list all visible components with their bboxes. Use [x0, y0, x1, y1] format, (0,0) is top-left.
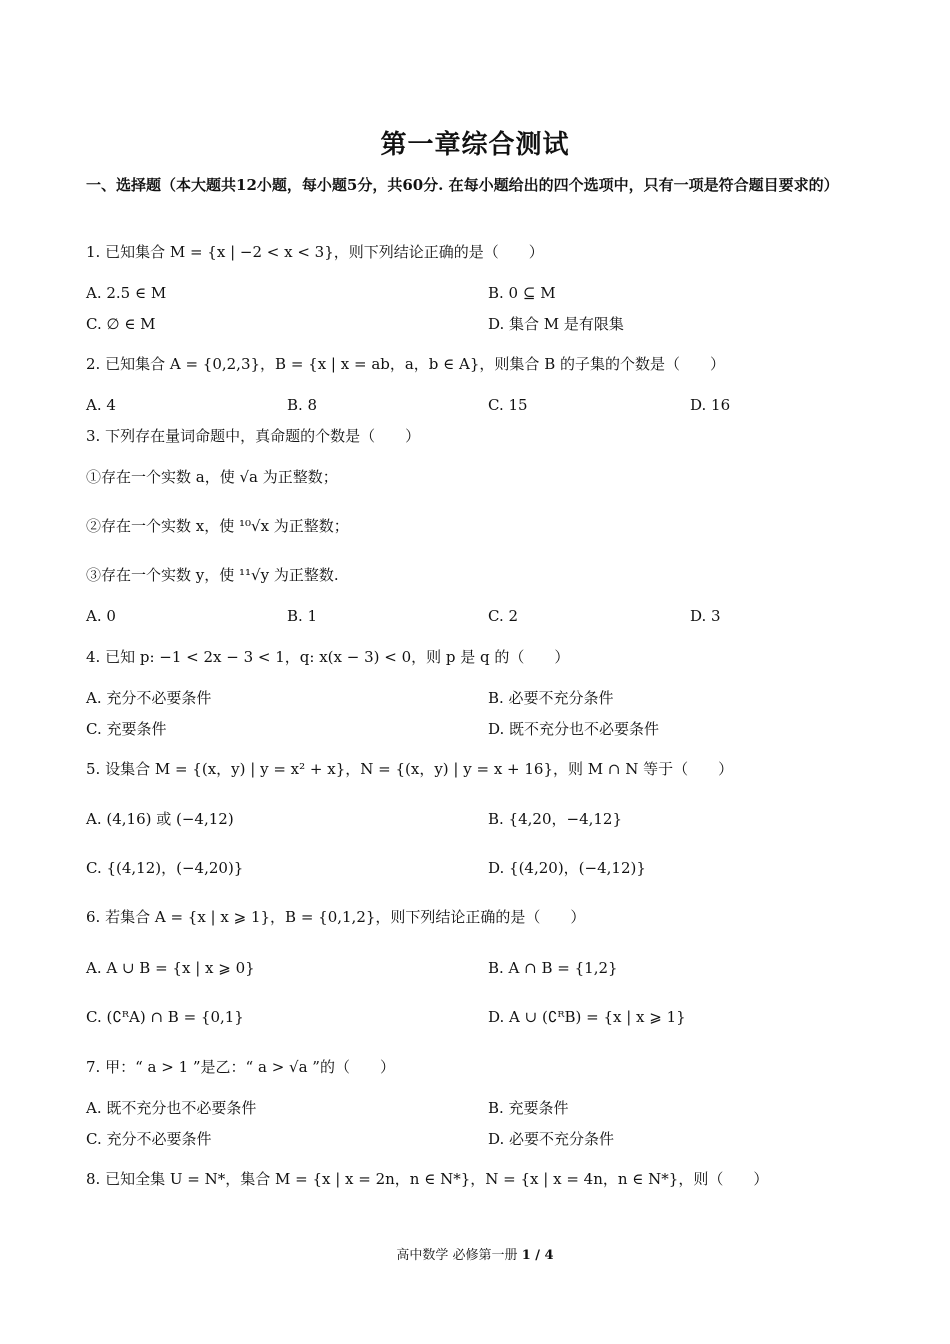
question-5-stem: 5. 设集合 M = {(x，y) | y = x² + x}，N = {(x，y) | y = x + 16}，则 M ∩ N 等于（ ） [86, 760, 734, 778]
question-4-option-c: C. 充要条件 [86, 720, 167, 738]
page-footer [0, 1244, 950, 1263]
question-3-item-1: ①存在一个实数 a，使 √a 为正整数； [86, 468, 338, 486]
question-8-stem: 8. 已知全集 U = N*，集合 M = {x | x = 2n，n ∈ N*}，N = {x | x = 4n，n ∈ N*}，则（ ） [86, 1170, 769, 1188]
footer-page-number: 1 / 4 [521, 1248, 554, 1263]
question-3-option-c: C. 2 [488, 607, 519, 625]
question-6-stem: 6. 若集合 A = {x | x ⩾ 1}，B = {0,1,2}，则下列结论正确的是（ ） [86, 908, 586, 926]
question-1-option-d: D. 集合 M 是有限集 [488, 315, 624, 333]
question-1-stem: 1. 已知集合 M = {x | −2 < x < 3}，则下列结论正确的是（ ） [86, 243, 544, 261]
question-2-option-b: B. 8 [287, 396, 318, 414]
question-6-option-a: A. A ∪ B = {x | x ⩾ 0} [86, 959, 255, 977]
question-5-option-a: A. (4,16) 或 (−4,12) [86, 810, 234, 828]
question-3-item-2: ②存在一个实数 x，使 ¹⁰√x 为正整数； [86, 517, 349, 535]
question-6-option-b: B. A ∩ B = {1,2} [488, 959, 618, 977]
question-3-item-3: ③存在一个实数 y，使 ¹¹√y 为正整数. [86, 566, 339, 584]
question-3-option-b: B. 1 [287, 607, 318, 625]
question-1-option-c: C. ∅ ∈ M [86, 315, 156, 333]
question-7-option-c: C. 充分不必要条件 [86, 1130, 212, 1148]
question-2-option-c: C. 15 [488, 396, 528, 414]
question-7-stem: 7. 甲：“ a > 1 ”是乙：“ a > √a ”的（ ） [86, 1058, 395, 1076]
question-2-option-a: A. 4 [86, 396, 116, 414]
footer-subject: 高中数学 必修第一册 [396, 1248, 518, 1263]
question-4-option-d: D. 既不充分也不必要条件 [488, 720, 660, 738]
question-4-option-b: B. 必要不充分条件 [488, 689, 614, 707]
question-2-stem: 2. 已知集合 A = {0,2,3}，B = {x | x = ab，a，b ∈ A}，则集合 B 的子集的个数是（ ） [86, 355, 725, 373]
question-7-option-a: A. 既不充分也不必要条件 [86, 1099, 257, 1117]
question-3-option-d: D. 3 [690, 607, 721, 625]
question-7-option-b: B. 充要条件 [488, 1099, 569, 1117]
question-5-option-d: D. {(4,20)，(−4,12)} [488, 859, 646, 877]
question-3-option-a: A. 0 [86, 607, 116, 625]
question-6-option-d: D. A ∪ (∁ᴿB) = {x | x ⩾ 1} [488, 1008, 686, 1026]
question-6-option-c: C. (∁ᴿA) ∩ B = {0,1} [86, 1008, 244, 1026]
question-2-option-d: D. 16 [690, 396, 731, 414]
question-4-option-a: A. 充分不必要条件 [86, 689, 212, 707]
question-5-option-b: B. {4,20，−4,12} [488, 810, 623, 828]
page-title: 第一章综合测试 [380, 130, 570, 160]
question-5-option-c: C. {(4,12)，(−4,20)} [86, 859, 244, 877]
question-4-stem: 4. 已知 p: −1 < 2x − 3 < 1，q: x(x − 3) < 0，则 p 是 q 的（ ） [86, 648, 570, 666]
question-1-option-b: B. 0 ⊆ M [488, 284, 556, 302]
question-1-option-a: A. 2.5 ∈ M [86, 284, 167, 302]
question-7-option-d: D. 必要不充分条件 [488, 1130, 615, 1148]
question-3-stem: 3. 下列存在量词命题中，真命题的个数是（ ） [86, 427, 421, 445]
section-heading: 一、选择题（本大题共12小题，每小题5分，共60分. 在每小题给出的四个选项中，只有一项是符合题目要求的） [86, 176, 839, 194]
